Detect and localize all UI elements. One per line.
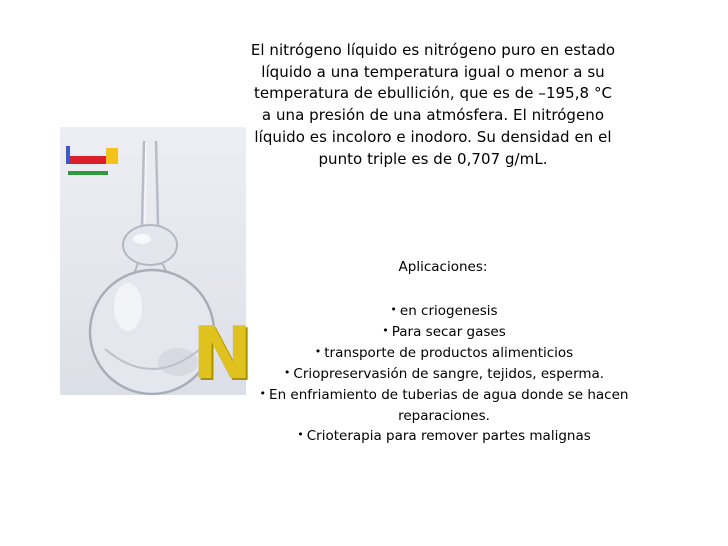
bullet: • (297, 428, 304, 441)
green-bar (68, 171, 108, 175)
list-item: • transporte de productos alimenticios (314, 345, 574, 361)
bullet: • (390, 303, 397, 316)
applications-list (232, 301, 656, 447)
applications-title: Aplicaciones: (398, 259, 488, 275)
bullet: • (283, 366, 291, 379)
list-item: • Para secar gases (382, 324, 506, 340)
bullet: • (314, 345, 322, 358)
letter-n-logo: N (192, 311, 253, 395)
list-item: • En enfriamiento de tuberias de agua donde se hacen reparaciones. (259, 387, 629, 424)
yellow-bar (106, 148, 118, 164)
list-item: • Criopreservasión de sangre, tejidos, esperma. (283, 366, 605, 382)
flask-image (60, 127, 253, 395)
bullet: • (382, 324, 389, 337)
color-bars-logo (66, 144, 126, 180)
red-bar (68, 156, 106, 164)
intro-paragraph: El nitrógeno líquido es nitrógeno puro en estado líquido a una temperatura igual o menor a su temperatura de ebullición, que es de –195,8 °C a una presión de una atmósfera. El nitrógeno líquido es incoloro e inodoro. Su densidad en el punto triple es de 0,707 g/mL. (250, 41, 616, 168)
list-item: • en criogenesis (390, 303, 498, 319)
bullet: • (259, 387, 267, 400)
blue-bar (66, 146, 70, 164)
list-item: • Crioterapia para remover partes malignas (297, 428, 591, 444)
